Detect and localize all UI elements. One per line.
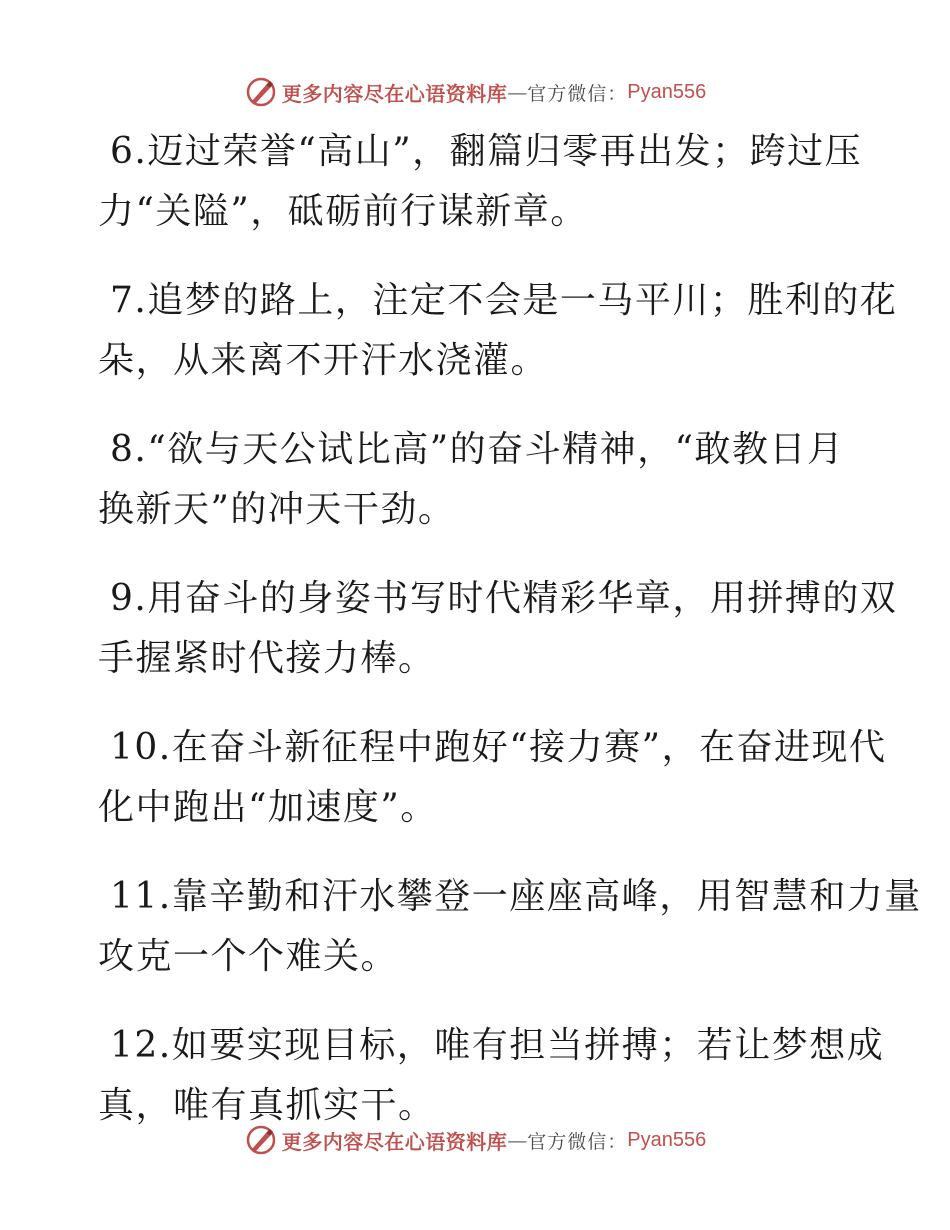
paragraph-12 [98, 1016, 885, 1136]
watermark-label: 官方微信： [527, 1130, 628, 1153]
paragraph-line: 手握紧时代接力棒。 [98, 638, 436, 679]
watermark-label: 官方微信： [527, 82, 628, 105]
paragraph-line: 力“关隘”，砥砺前行谋新章。 [98, 191, 588, 232]
paragraph-line: 朵，从来离不开汗水浇灌。 [98, 340, 549, 381]
paragraph-line: 7.追梦的路上，注定不会是一马平川；胜利的花 [110, 280, 898, 321]
paragraph-8 [98, 420, 858, 540]
watermark-dash: — [507, 80, 528, 104]
watermark-brand: 更多内容尽在心语资料库 [281, 1129, 508, 1154]
watermark-brand: 更多内容尽在心语资料库 [281, 81, 508, 106]
paragraph-9 [98, 569, 898, 689]
pen-logo-icon [244, 75, 278, 109]
paragraph-line: 6.迈过荣誉“高山”，翻篇归零再出发；跨过压 [110, 131, 863, 172]
paragraph-line: 8.“欲与天公试比高”的奋斗精神，“敢教日月 [110, 429, 845, 470]
paragraph-line: 12.如要实现目标，唯有担当拼搏；若让梦想成 [110, 1025, 885, 1066]
paragraph-6 [98, 122, 863, 242]
paragraph-line: 换新天”的冲天干劲。 [98, 489, 456, 530]
paragraph-line: 攻克一个个难关。 [98, 936, 399, 977]
paragraph-line: 化中跑出“加速度”。 [98, 787, 438, 828]
watermark-id: Pyan556 [627, 1128, 707, 1151]
watermark-footer [0, 1120, 950, 1160]
paragraph-11 [98, 867, 922, 987]
watermark-header [0, 72, 950, 112]
paragraph-line: 真，唯有真抓实干。 [98, 1085, 436, 1126]
paragraph-7 [98, 271, 898, 391]
paragraph-line: 11.靠辛勤和汗水攀登一座座高峰，用智慧和力量 [110, 876, 922, 917]
paragraph-line: 9.用奋斗的身姿书写时代精彩华章，用拼搏的双 [110, 578, 898, 619]
pen-logo-icon [244, 1123, 278, 1157]
content-body [98, 122, 922, 1165]
watermark-id: Pyan556 [627, 80, 707, 103]
paragraph-10 [98, 718, 887, 838]
watermark-dash: — [507, 1128, 528, 1152]
paragraph-line: 10.在奋斗新征程中跑好“接力赛”，在奋进现代 [110, 727, 887, 768]
